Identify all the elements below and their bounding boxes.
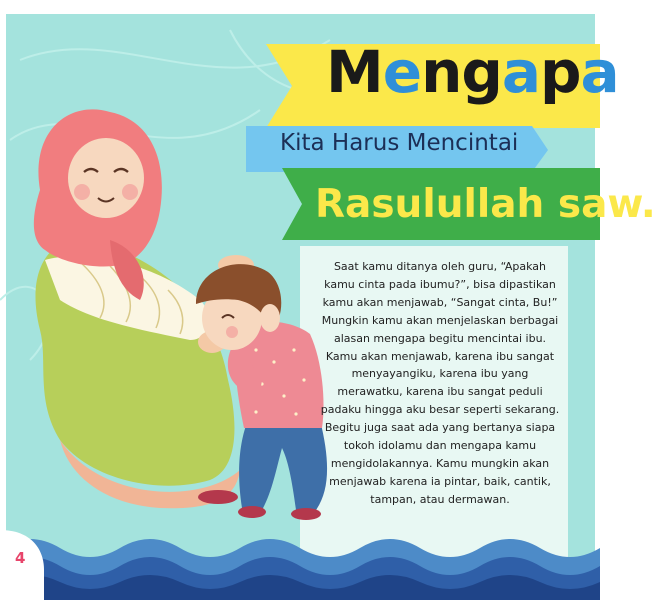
- title-letter-group: p: [540, 38, 581, 106]
- title-line-3: Rasulullah saw.: [315, 182, 656, 227]
- title-letter-group: ng: [421, 38, 502, 106]
- body-text: [320, 258, 560, 509]
- title-letter-group: a: [501, 38, 541, 106]
- title-letter-group: M: [326, 38, 383, 106]
- title-line-2: Kita Harus Mencintai: [280, 130, 519, 156]
- body-paragraph-1: Saat kamu ditanya oleh guru, “Apakah kamu cinta pada ibumu?”, bisa dipastikan kamu akan menjawab, “Sangat cinta, Bu!” Mungkin kamu akan menjelaskan berbagai alasan mengapa begitu mencintai ibu. Kamu akan menjawab, karena ibu sangat menyayangiku, karena ibu yang merawatku, karena ibu sangat peduli padaku hingga aku besar seperti sekarang.: [320, 260, 560, 417]
- title-line-1: [326, 38, 619, 106]
- title-letter-group: e: [382, 38, 422, 106]
- title-letter-group: a: [580, 38, 619, 106]
- page-number: 4: [15, 549, 26, 567]
- body-paragraph-2: Begitu juga saat ada yang bertanya siapa tokoh idolamu dan mengapa kamu mengidolakannya. Kamu mungkin akan menjawab karena ia pintar, baik, cantik, tampan, atau dermawan.: [324, 421, 556, 506]
